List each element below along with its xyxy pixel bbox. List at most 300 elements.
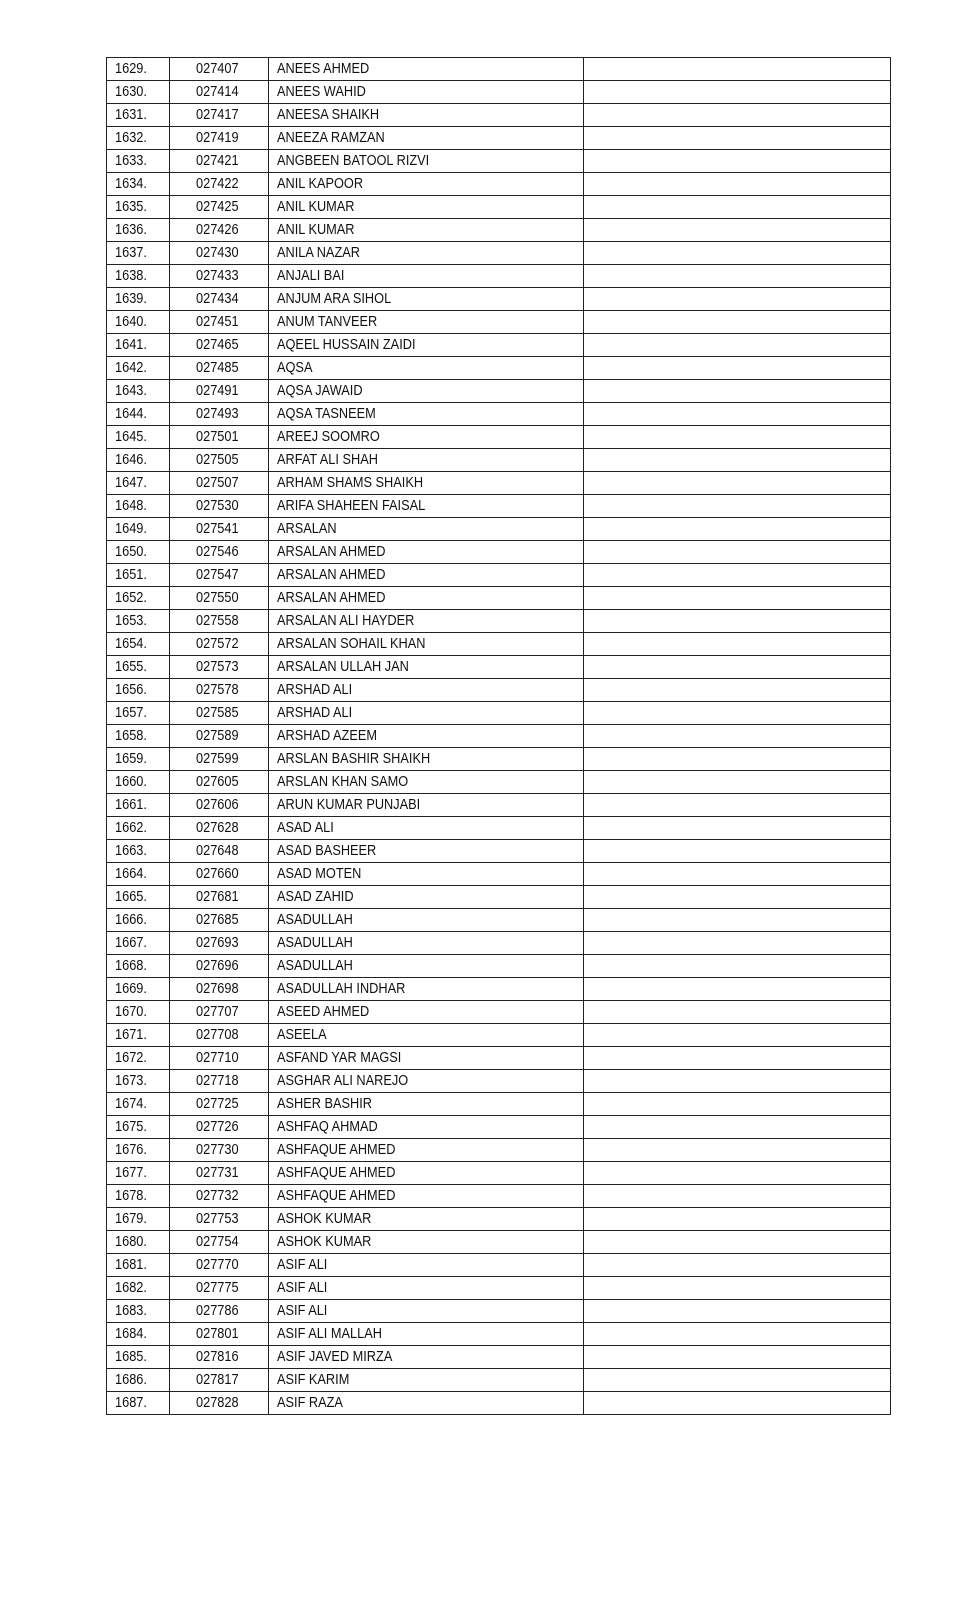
table-row xyxy=(107,1047,891,1070)
roll-number-cell xyxy=(170,196,269,219)
roll-number-cell xyxy=(170,610,269,633)
serial-number-cell xyxy=(107,1369,170,1392)
remarks-cell xyxy=(584,495,891,518)
roll-number-cell-text: 027546 xyxy=(196,544,239,560)
roll-number-cell xyxy=(170,1369,269,1392)
candidate-name-cell-text: ANUM TANVEER xyxy=(277,314,378,330)
serial-number-cell xyxy=(107,449,170,472)
table-row xyxy=(107,472,891,495)
serial-number-cell-text: 1665. xyxy=(115,889,147,905)
roll-number-cell-text: 027485 xyxy=(196,360,239,376)
table-row xyxy=(107,81,891,104)
serial-number-cell xyxy=(107,840,170,863)
roll-number-cell xyxy=(170,219,269,242)
remarks-cell xyxy=(584,1277,891,1300)
table-row xyxy=(107,1277,891,1300)
remarks-cell xyxy=(584,702,891,725)
serial-number-cell-text: 1671. xyxy=(115,1027,147,1043)
serial-number-cell xyxy=(107,656,170,679)
remarks-cell xyxy=(584,886,891,909)
table-row xyxy=(107,1116,891,1139)
table-row xyxy=(107,1300,891,1323)
roll-number-cell-text: 027493 xyxy=(196,406,239,422)
remarks-cell xyxy=(584,518,891,541)
serial-number-cell xyxy=(107,633,170,656)
table-row xyxy=(107,886,891,909)
serial-number-cell xyxy=(107,725,170,748)
candidate-name-cell-text: ASHOK KUMAR xyxy=(277,1211,372,1227)
roll-number-cell xyxy=(170,1300,269,1323)
candidate-name-cell-text: ARSALAN ALI HAYDER xyxy=(277,613,415,629)
table-row xyxy=(107,725,891,748)
serial-number-cell xyxy=(107,219,170,242)
candidate-name-cell-text: AQSA TASNEEM xyxy=(277,406,376,422)
candidate-name-cell-text: ANEES AHMED xyxy=(277,61,370,77)
remarks-cell xyxy=(584,610,891,633)
roll-number-cell xyxy=(170,1001,269,1024)
roll-number-cell xyxy=(170,150,269,173)
remarks-cell xyxy=(584,633,891,656)
serial-number-cell xyxy=(107,1254,170,1277)
remarks-cell xyxy=(584,1139,891,1162)
serial-number-cell-text: 1680. xyxy=(115,1234,147,1250)
candidate-name-cell-text: ASAD BASHEER xyxy=(277,843,377,859)
candidate-name-cell-text: ARSLAN KHAN SAMO xyxy=(277,774,409,790)
candidate-name-cell-text: ARSALAN AHMED xyxy=(277,590,386,606)
roll-number-cell-text: 027605 xyxy=(196,774,239,790)
remarks-cell xyxy=(584,265,891,288)
candidate-name-cell xyxy=(269,633,584,656)
candidate-name-cell xyxy=(269,288,584,311)
serial-number-cell-text: 1651. xyxy=(115,567,147,583)
roll-number-cell-text: 027730 xyxy=(196,1142,239,1158)
serial-number-cell xyxy=(107,1001,170,1024)
roll-number-cell xyxy=(170,1231,269,1254)
roll-number-cell-text: 027433 xyxy=(196,268,239,284)
remarks-cell xyxy=(584,541,891,564)
serial-number-cell xyxy=(107,1185,170,1208)
table-row xyxy=(107,932,891,955)
candidate-name-cell-text: ASIF ALI MALLAH xyxy=(277,1326,382,1342)
candidate-name-cell xyxy=(269,495,584,518)
candidate-name-cell xyxy=(269,1001,584,1024)
candidate-name-cell xyxy=(269,1208,584,1231)
serial-number-cell xyxy=(107,288,170,311)
serial-number-cell xyxy=(107,242,170,265)
candidate-name-cell-text: ASIF ALI xyxy=(277,1257,328,1273)
remarks-cell xyxy=(584,1024,891,1047)
serial-number-cell-text: 1662. xyxy=(115,820,147,836)
candidate-name-cell xyxy=(269,1300,584,1323)
table-row xyxy=(107,403,891,426)
roll-number-cell xyxy=(170,1070,269,1093)
roll-number-cell xyxy=(170,541,269,564)
roll-number-cell xyxy=(170,702,269,725)
remarks-cell xyxy=(584,1254,891,1277)
serial-number-cell-text: 1683. xyxy=(115,1303,147,1319)
serial-number-cell-text: 1648. xyxy=(115,498,147,514)
table-row xyxy=(107,357,891,380)
serial-number-cell-text: 1684. xyxy=(115,1326,147,1342)
roll-number-cell-text: 027628 xyxy=(196,820,239,836)
serial-number-cell xyxy=(107,978,170,1001)
roll-number-cell xyxy=(170,564,269,587)
remarks-cell xyxy=(584,1116,891,1139)
candidate-name-cell xyxy=(269,725,584,748)
remarks-cell xyxy=(584,1323,891,1346)
remarks-cell xyxy=(584,1093,891,1116)
serial-number-cell-text: 1647. xyxy=(115,475,147,491)
roll-number-cell xyxy=(170,58,269,81)
candidate-name-cell-text: ARHAM SHAMS SHAIKH xyxy=(277,475,424,491)
serial-number-cell-text: 1645. xyxy=(115,429,147,445)
serial-number-cell-text: 1632. xyxy=(115,130,147,146)
remarks-cell xyxy=(584,449,891,472)
roll-number-cell xyxy=(170,288,269,311)
remarks-cell xyxy=(584,242,891,265)
remarks-cell xyxy=(584,863,891,886)
roll-number-cell xyxy=(170,978,269,1001)
candidate-name-cell-text: ARIFA SHAHEEN FAISAL xyxy=(277,498,426,514)
table-row xyxy=(107,426,891,449)
candidate-name-cell xyxy=(269,1047,584,1070)
roll-number-cell-text: 027698 xyxy=(196,981,239,997)
candidate-name-cell-text: ASIF ALI xyxy=(277,1303,328,1319)
remarks-cell xyxy=(584,1392,891,1415)
roll-number-cell xyxy=(170,1392,269,1415)
candidate-name-cell-text: ARSHAD ALI xyxy=(277,682,353,698)
candidate-name-cell-text: ARSHAD ALI xyxy=(277,705,353,721)
candidate-name-cell xyxy=(269,1070,584,1093)
table-row xyxy=(107,380,891,403)
roll-number-cell xyxy=(170,449,269,472)
candidate-name-cell xyxy=(269,955,584,978)
remarks-cell xyxy=(584,955,891,978)
roll-number-cell xyxy=(170,472,269,495)
table-row xyxy=(107,817,891,840)
serial-number-cell-text: 1635. xyxy=(115,199,147,215)
candidate-name-cell xyxy=(269,587,584,610)
serial-number-cell-text: 1674. xyxy=(115,1096,147,1112)
roll-number-cell-text: 027589 xyxy=(196,728,239,744)
serial-number-cell xyxy=(107,909,170,932)
candidate-name-cell xyxy=(269,380,584,403)
candidate-name-cell-text: ASHER BASHIR xyxy=(277,1096,373,1112)
roll-number-cell xyxy=(170,1139,269,1162)
candidate-name-cell xyxy=(269,173,584,196)
serial-number-cell xyxy=(107,748,170,771)
remarks-cell xyxy=(584,1369,891,1392)
serial-number-cell-text: 1650. xyxy=(115,544,147,560)
remarks-cell xyxy=(584,978,891,1001)
table-row xyxy=(107,104,891,127)
table-row xyxy=(107,150,891,173)
candidate-name-cell xyxy=(269,748,584,771)
remarks-cell xyxy=(584,1070,891,1093)
serial-number-cell-text: 1631. xyxy=(115,107,147,123)
serial-number-cell xyxy=(107,334,170,357)
serial-number-cell-text: 1638. xyxy=(115,268,147,284)
serial-number-cell-text: 1654. xyxy=(115,636,147,652)
table-row xyxy=(107,909,891,932)
candidate-name-cell-text: ASADULLAH INDHAR xyxy=(277,981,406,997)
table-row xyxy=(107,978,891,1001)
roll-number-cell-text: 027775 xyxy=(196,1280,239,1296)
candidate-name-cell-text: ASEED AHMED xyxy=(277,1004,370,1020)
roll-number-cell-text: 027753 xyxy=(196,1211,239,1227)
candidate-name-cell-text: ASIF ALI xyxy=(277,1280,328,1296)
table-row xyxy=(107,794,891,817)
roll-number-cell xyxy=(170,1254,269,1277)
roll-number-cell xyxy=(170,403,269,426)
candidate-name-cell-text: ASADULLAH xyxy=(277,912,353,928)
table-row xyxy=(107,702,891,725)
roll-number-cell-text: 027681 xyxy=(196,889,239,905)
roll-number-cell-text: 027708 xyxy=(196,1027,239,1043)
roll-number-cell-text: 027696 xyxy=(196,958,239,974)
table-row xyxy=(107,288,891,311)
table-row xyxy=(107,1254,891,1277)
table-row xyxy=(107,1139,891,1162)
roll-number-cell xyxy=(170,955,269,978)
roll-number-cell xyxy=(170,380,269,403)
roll-number-cell-text: 027801 xyxy=(196,1326,239,1342)
remarks-cell xyxy=(584,932,891,955)
roll-number-cell xyxy=(170,1185,269,1208)
candidate-name-cell-text: ASGHAR ALI NAREJO xyxy=(277,1073,409,1089)
serial-number-cell xyxy=(107,1070,170,1093)
serial-number-cell xyxy=(107,1392,170,1415)
serial-number-cell-text: 1642. xyxy=(115,360,147,376)
roll-number-cell xyxy=(170,794,269,817)
candidate-name-cell-text: ANJALI BAI xyxy=(277,268,345,284)
remarks-cell xyxy=(584,403,891,426)
roll-number-cell xyxy=(170,587,269,610)
serial-number-cell xyxy=(107,932,170,955)
candidate-name-cell-text: ASIF RAZA xyxy=(277,1395,343,1411)
candidate-name-cell-text: ASFAND YAR MAGSI xyxy=(277,1050,402,1066)
table-row xyxy=(107,656,891,679)
table-row xyxy=(107,1001,891,1024)
table-row xyxy=(107,449,891,472)
roll-number-cell xyxy=(170,1208,269,1231)
serial-number-cell xyxy=(107,541,170,564)
table-row xyxy=(107,840,891,863)
remarks-cell xyxy=(584,127,891,150)
roll-number-cell xyxy=(170,311,269,334)
roll-number-cell-text: 027451 xyxy=(196,314,239,330)
serial-number-cell xyxy=(107,587,170,610)
serial-number-cell-text: 1644. xyxy=(115,406,147,422)
serial-number-cell xyxy=(107,403,170,426)
candidate-name-cell-text: ASIF KARIM xyxy=(277,1372,350,1388)
table-row xyxy=(107,679,891,702)
roll-number-cell xyxy=(170,357,269,380)
serial-number-cell xyxy=(107,127,170,150)
candidate-name-cell xyxy=(269,702,584,725)
roll-number-cell xyxy=(170,426,269,449)
candidate-name-cell-text: ASHFAQUE AHMED xyxy=(277,1165,396,1181)
table-row xyxy=(107,863,891,886)
candidate-name-cell xyxy=(269,150,584,173)
table-row xyxy=(107,311,891,334)
table-row xyxy=(107,564,891,587)
serial-number-cell xyxy=(107,1323,170,1346)
roll-number-cell xyxy=(170,886,269,909)
roll-number-cell-text: 027572 xyxy=(196,636,239,652)
table-row xyxy=(107,334,891,357)
serial-number-cell-text: 1669. xyxy=(115,981,147,997)
serial-number-cell xyxy=(107,1300,170,1323)
candidate-name-cell xyxy=(269,426,584,449)
table-row xyxy=(107,1369,891,1392)
candidate-name-cell xyxy=(269,242,584,265)
serial-number-cell-text: 1649. xyxy=(115,521,147,537)
remarks-cell xyxy=(584,748,891,771)
roll-number-cell xyxy=(170,1024,269,1047)
roll-number-cell xyxy=(170,725,269,748)
candidate-name-cell xyxy=(269,771,584,794)
serial-number-cell xyxy=(107,380,170,403)
serial-number-cell xyxy=(107,679,170,702)
serial-number-cell-text: 1675. xyxy=(115,1119,147,1135)
roll-number-cell-text: 027501 xyxy=(196,429,239,445)
remarks-cell xyxy=(584,1346,891,1369)
serial-number-cell-text: 1682. xyxy=(115,1280,147,1296)
serial-number-cell-text: 1668. xyxy=(115,958,147,974)
roll-number-cell-text: 027541 xyxy=(196,521,239,537)
serial-number-cell xyxy=(107,104,170,127)
candidate-name-cell xyxy=(269,1162,584,1185)
roll-number-cell-text: 027419 xyxy=(196,130,239,146)
serial-number-cell-text: 1643. xyxy=(115,383,147,399)
candidate-name-cell xyxy=(269,1231,584,1254)
table-row xyxy=(107,748,891,771)
table-row xyxy=(107,633,891,656)
candidate-name-cell xyxy=(269,1277,584,1300)
remarks-cell xyxy=(584,725,891,748)
candidate-name-cell xyxy=(269,909,584,932)
candidate-name-cell xyxy=(269,518,584,541)
serial-number-cell xyxy=(107,863,170,886)
remarks-cell xyxy=(584,58,891,81)
candidate-name-cell xyxy=(269,1392,584,1415)
remarks-cell xyxy=(584,909,891,932)
candidate-name-cell-text: ANEEZA RAMZAN xyxy=(277,130,385,146)
roll-number-cell-text: 027421 xyxy=(196,153,239,169)
serial-number-cell xyxy=(107,564,170,587)
roll-number-cell xyxy=(170,518,269,541)
candidate-name-cell-text: AQSA JAWAID xyxy=(277,383,363,399)
serial-number-cell xyxy=(107,771,170,794)
candidate-name-cell xyxy=(269,932,584,955)
candidate-name-cell xyxy=(269,679,584,702)
candidate-name-cell-text: ANIL KUMAR xyxy=(277,199,355,215)
roll-number-cell-text: 027770 xyxy=(196,1257,239,1273)
table-row xyxy=(107,518,891,541)
serial-number-cell xyxy=(107,955,170,978)
roll-number-cell-text: 027707 xyxy=(196,1004,239,1020)
serial-number-cell-text: 1686. xyxy=(115,1372,147,1388)
table-row xyxy=(107,127,891,150)
serial-number-cell xyxy=(107,518,170,541)
candidate-name-cell-text: ANJUM ARA SIHOL xyxy=(277,291,392,307)
serial-number-cell-text: 1677. xyxy=(115,1165,147,1181)
serial-number-cell-text: 1657. xyxy=(115,705,147,721)
serial-number-cell-text: 1676. xyxy=(115,1142,147,1158)
table-row xyxy=(107,219,891,242)
serial-number-cell xyxy=(107,1277,170,1300)
serial-number-cell xyxy=(107,702,170,725)
candidate-name-cell-text: ASHFAQ AHMAD xyxy=(277,1119,378,1135)
candidate-name-cell-text: ASHFAQUE AHMED xyxy=(277,1142,396,1158)
serial-number-cell-text: 1678. xyxy=(115,1188,147,1204)
candidate-list-table xyxy=(106,57,891,1415)
serial-number-cell xyxy=(107,426,170,449)
roll-number-cell xyxy=(170,173,269,196)
candidate-name-cell-text: ASADULLAH xyxy=(277,935,353,951)
serial-number-cell xyxy=(107,173,170,196)
candidate-name-cell xyxy=(269,1369,584,1392)
roll-number-cell xyxy=(170,1047,269,1070)
table-row xyxy=(107,610,891,633)
roll-number-cell-text: 027828 xyxy=(196,1395,239,1411)
candidate-name-cell xyxy=(269,541,584,564)
roll-number-cell xyxy=(170,334,269,357)
candidate-name-cell xyxy=(269,978,584,1001)
serial-number-cell-text: 1660. xyxy=(115,774,147,790)
serial-number-cell-text: 1646. xyxy=(115,452,147,468)
serial-number-cell xyxy=(107,886,170,909)
roll-number-cell-text: 027417 xyxy=(196,107,239,123)
remarks-cell xyxy=(584,564,891,587)
remarks-cell xyxy=(584,656,891,679)
remarks-cell xyxy=(584,1047,891,1070)
candidate-name-cell-text: ASAD MOTEN xyxy=(277,866,362,882)
candidate-name-cell-text: ASHFAQUE AHMED xyxy=(277,1188,396,1204)
table-row xyxy=(107,771,891,794)
candidate-name-cell-text: ANGBEEN BATOOL RIZVI xyxy=(277,153,430,169)
candidate-name-cell xyxy=(269,449,584,472)
roll-number-cell xyxy=(170,242,269,265)
candidate-name-cell-text: ASIF JAVED MIRZA xyxy=(277,1349,393,1365)
table-row xyxy=(107,1162,891,1185)
roll-number-cell xyxy=(170,1277,269,1300)
roll-number-cell-text: 027530 xyxy=(196,498,239,514)
roll-number-cell xyxy=(170,863,269,886)
roll-number-cell-text: 027573 xyxy=(196,659,239,675)
candidate-name-cell-text: ARSALAN xyxy=(277,521,337,537)
candidate-name-cell xyxy=(269,403,584,426)
candidate-name-cell xyxy=(269,1346,584,1369)
serial-number-cell xyxy=(107,817,170,840)
roll-number-cell-text: 027505 xyxy=(196,452,239,468)
candidate-name-cell-text: ANIL KUMAR xyxy=(277,222,355,238)
remarks-cell xyxy=(584,81,891,104)
candidate-name-cell-text: ASEELA xyxy=(277,1027,327,1043)
roll-number-cell-text: 027725 xyxy=(196,1096,239,1112)
remarks-cell xyxy=(584,219,891,242)
serial-number-cell xyxy=(107,610,170,633)
table-row xyxy=(107,1093,891,1116)
roll-number-cell-text: 027425 xyxy=(196,199,239,215)
remarks-cell xyxy=(584,1300,891,1323)
serial-number-cell-text: 1673. xyxy=(115,1073,147,1089)
candidate-name-cell-text: ANILA NAZAR xyxy=(277,245,360,261)
roll-number-cell xyxy=(170,81,269,104)
table-row xyxy=(107,242,891,265)
roll-number-cell xyxy=(170,1116,269,1139)
